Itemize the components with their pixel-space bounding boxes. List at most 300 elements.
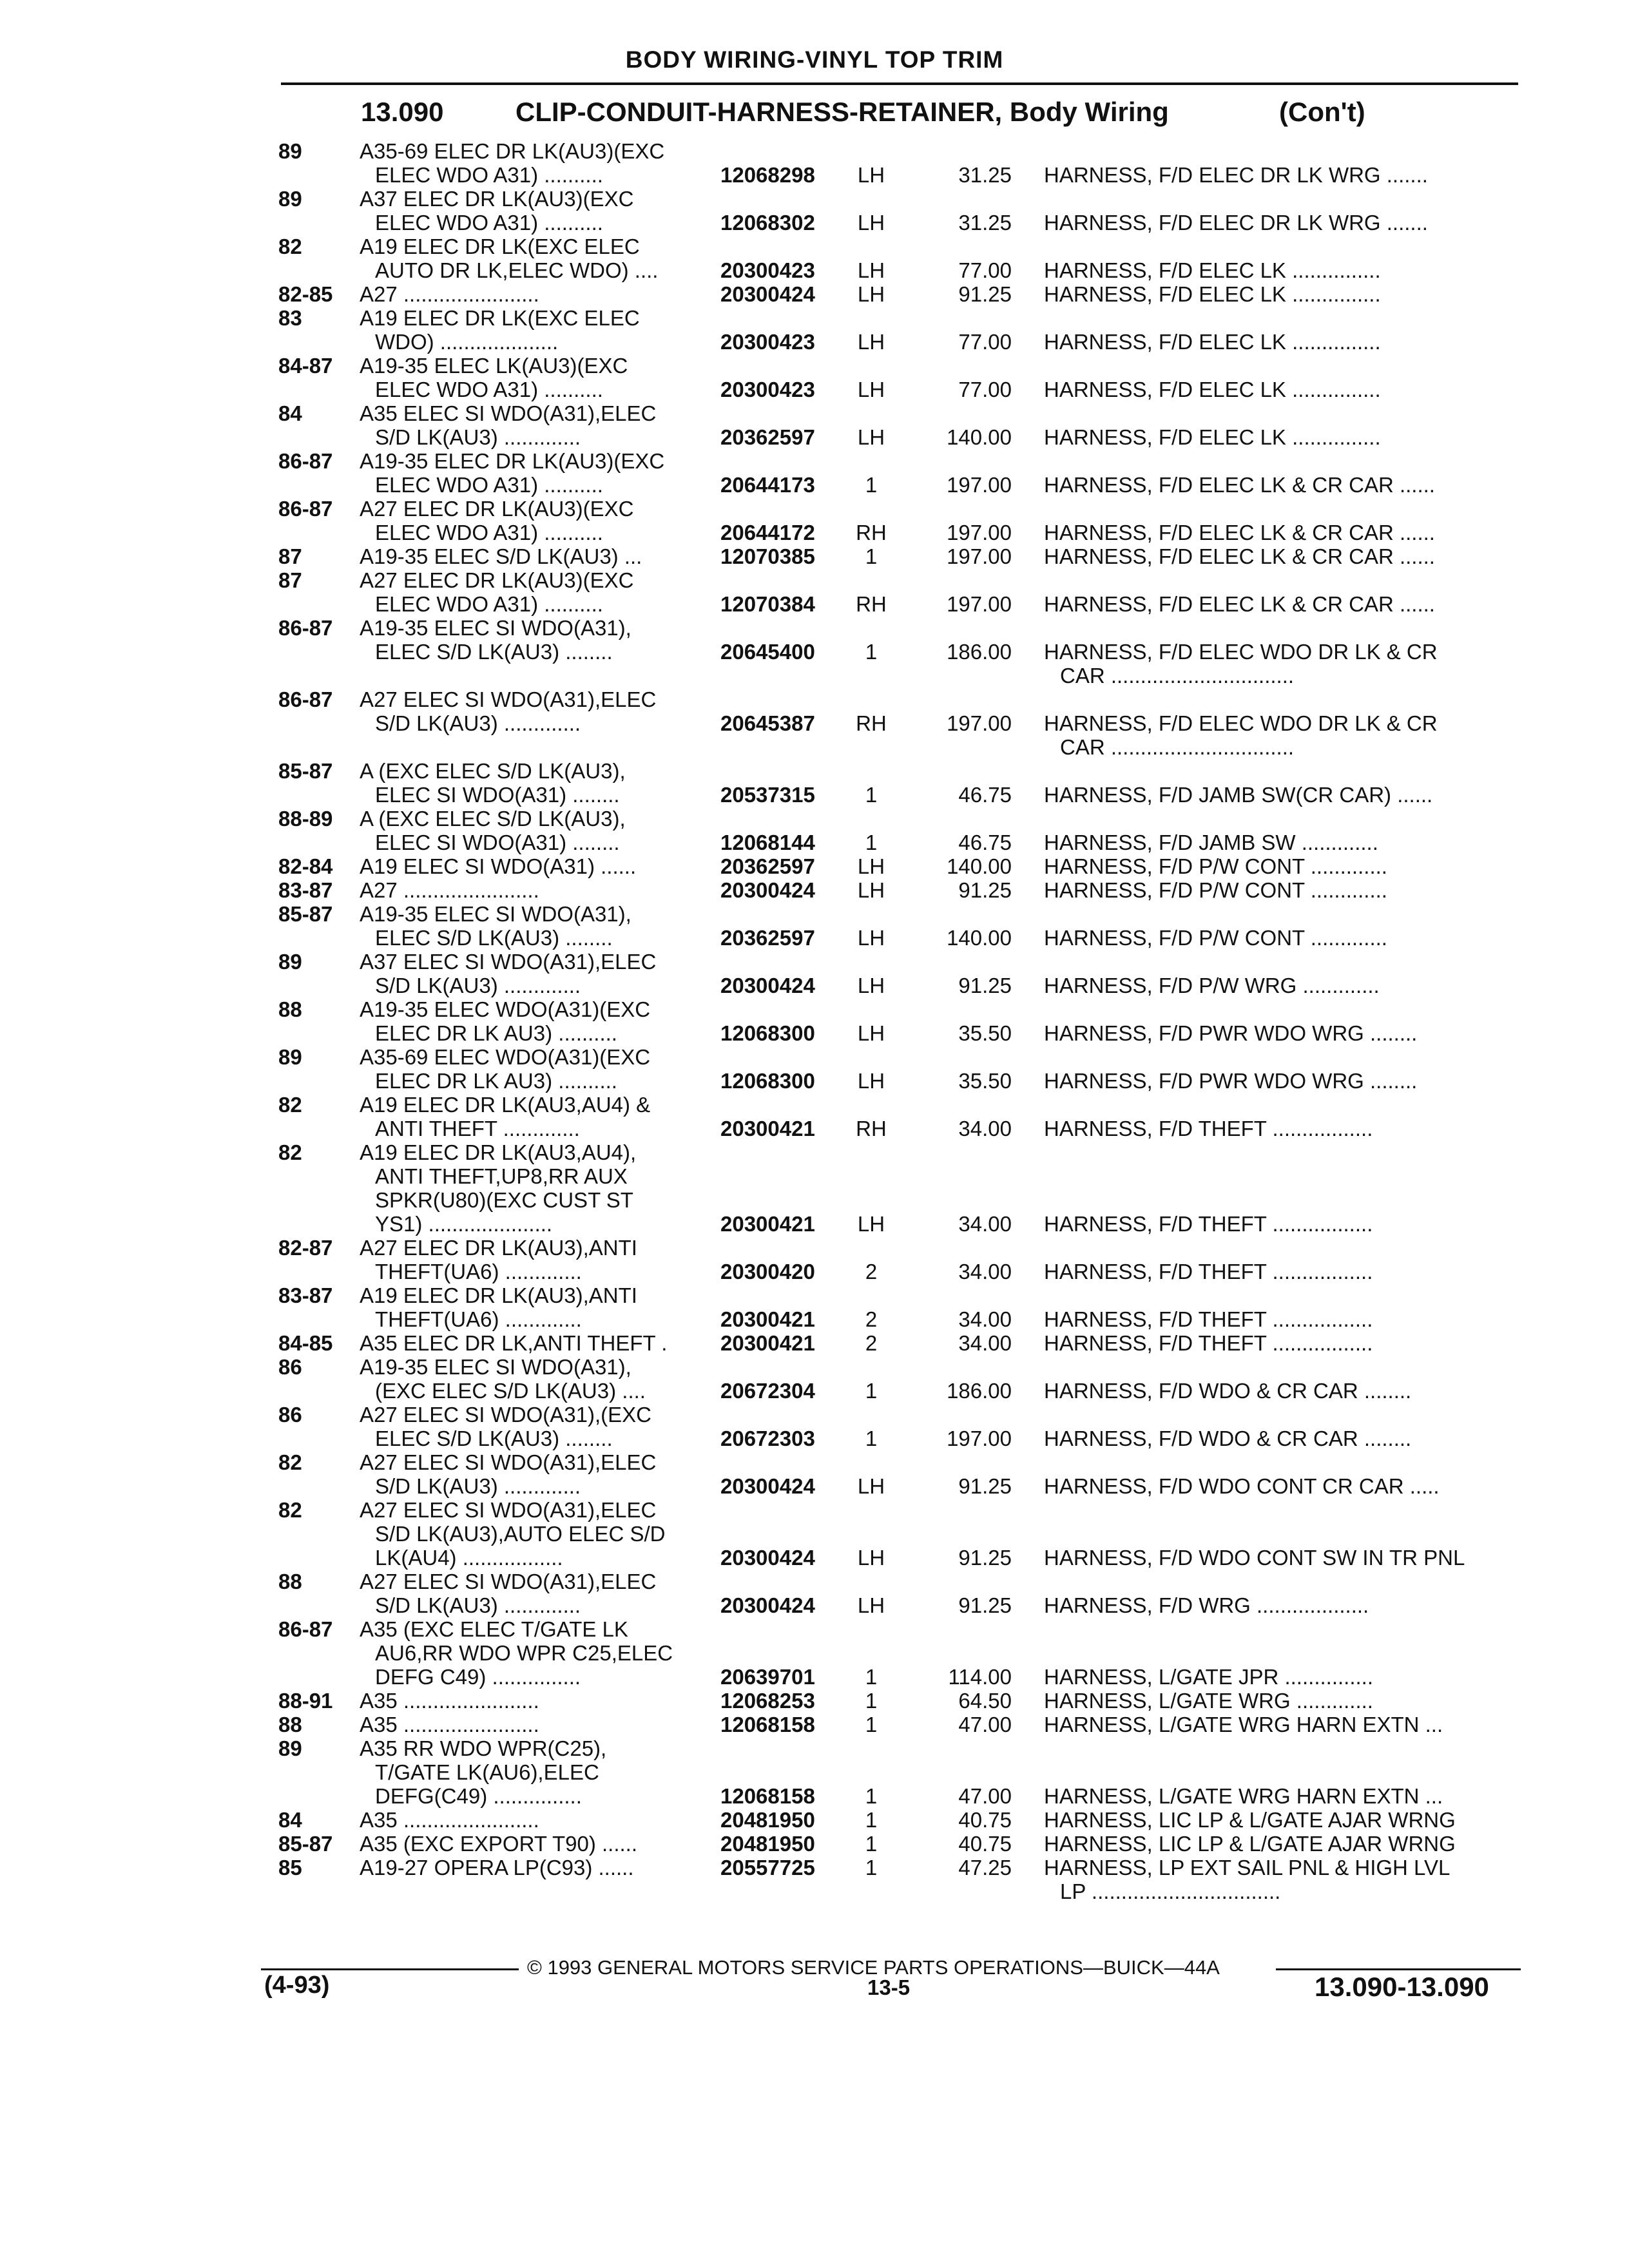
parts-entry — [0, 1498, 1629, 1570]
entry-part-number: 20300420 — [720, 1260, 815, 1283]
entry-part-number: 20300424 — [720, 878, 815, 902]
entry-line — [0, 1736, 1629, 1760]
entry-line — [0, 568, 1629, 592]
entry-line — [0, 163, 1629, 187]
entry-part-number: 20300421 — [720, 1331, 815, 1355]
entry-year: 82-84 — [278, 854, 333, 878]
entry-quantity: 1 — [865, 1689, 878, 1713]
entry-quantity: LH — [857, 425, 885, 449]
entry-line — [0, 425, 1629, 449]
entry-quantity: LH — [857, 1212, 885, 1236]
entry-part-number: 20537315 — [720, 783, 815, 807]
entry-price: 186.00 — [947, 640, 1012, 664]
entry-part-number: 12068298 — [720, 163, 815, 187]
entry-part-name: HARNESS, F/D ELEC LK ............... — [1044, 330, 1381, 354]
entry-price: 140.00 — [947, 425, 1012, 449]
page-title: BODY WIRING-VINYL TOP TRIM — [625, 46, 1004, 73]
entry-line — [0, 1570, 1629, 1593]
entry-line — [0, 330, 1629, 354]
entry-line — [0, 974, 1629, 997]
entry-year: 84 — [278, 1808, 302, 1832]
entry-line — [0, 1808, 1629, 1832]
entry-year: 82-87 — [278, 1236, 333, 1260]
entry-description: S/D LK(AU3) ............. — [375, 974, 581, 997]
parts-entry — [0, 497, 1629, 544]
entry-year: 88 — [278, 1570, 302, 1593]
entry-description: ELEC WDO A31) .......... — [375, 521, 603, 544]
footer-section-range: 13.090-13.090 — [1315, 1972, 1489, 2002]
entry-line — [0, 997, 1629, 1021]
entry-description: A35 ....................... — [360, 1689, 539, 1713]
entry-description: A35 ELEC SI WDO(A31),ELEC — [360, 401, 657, 425]
entry-description: A27 ELEC SI WDO(A31),(EXC — [360, 1403, 651, 1427]
entry-description: A35-69 ELEC DR LK(AU3)(EXC — [360, 139, 665, 163]
entry-part-name: CAR ............................... — [1060, 664, 1295, 687]
entry-line — [0, 735, 1629, 759]
entry-part-number: 20362597 — [720, 854, 815, 878]
entry-part-number: 20645400 — [720, 640, 815, 664]
entry-part-number: 20300424 — [720, 1593, 815, 1617]
entry-description: A27 ELEC SI WDO(A31),ELEC — [360, 687, 657, 711]
entry-quantity: LH — [857, 330, 885, 354]
entry-price: 34.00 — [958, 1212, 1012, 1236]
entry-line — [0, 1188, 1629, 1212]
entry-line — [0, 1045, 1629, 1069]
entry-part-number: 12068158 — [720, 1713, 815, 1736]
entry-line — [0, 1450, 1629, 1474]
entry-description: A19-35 ELEC WDO(A31)(EXC — [360, 997, 651, 1021]
entry-year: 82-85 — [278, 282, 333, 306]
entry-description: ELEC S/D LK(AU3) ........ — [375, 926, 613, 950]
entry-quantity: LH — [857, 282, 885, 306]
entry-description: A19-35 ELEC LK(AU3)(EXC — [360, 354, 628, 378]
entry-part-number: 20362597 — [720, 926, 815, 950]
entry-price: 31.25 — [958, 163, 1012, 187]
entry-price: 77.00 — [958, 330, 1012, 354]
entry-price: 35.50 — [958, 1021, 1012, 1045]
entry-part-name: HARNESS, LIC LP & L/GATE AJAR WRNG — [1044, 1808, 1456, 1832]
entry-year: 84-85 — [278, 1331, 333, 1355]
entry-description: ELEC WDO A31) .......... — [375, 378, 603, 401]
entry-quantity: 1 — [865, 1713, 878, 1736]
entry-quantity: LH — [857, 1546, 885, 1570]
entry-part-name: HARNESS, F/D P/W CONT ............. — [1044, 926, 1387, 950]
entry-part-name: HARNESS, F/D ELEC LK & CR CAR ...... — [1044, 473, 1435, 497]
entry-price: 197.00 — [947, 544, 1012, 568]
entry-quantity: 1 — [865, 544, 878, 568]
entry-part-name: HARNESS, LP EXT SAIL PNL & HIGH LVL — [1044, 1856, 1451, 1879]
parts-entry — [0, 1713, 1629, 1736]
entry-line — [0, 1832, 1629, 1856]
entry-line — [0, 1117, 1629, 1140]
entry-description: A19 ELEC DR LK(AU3,AU4), — [360, 1140, 637, 1164]
entry-part-name: HARNESS, F/D THEFT ................. — [1044, 1331, 1373, 1355]
entry-line — [0, 306, 1629, 330]
entry-line — [0, 1522, 1629, 1546]
entry-line — [0, 544, 1629, 568]
entry-part-name: HARNESS, F/D ELEC LK ............... — [1044, 425, 1381, 449]
entry-line — [0, 640, 1629, 664]
entry-line — [0, 1307, 1629, 1331]
entry-description: S/D LK(AU3),AUTO ELEC S/D — [375, 1522, 666, 1546]
entry-part-number: 12068300 — [720, 1021, 815, 1045]
entry-part-number: 12070385 — [720, 544, 815, 568]
entry-part-number: 12070384 — [720, 592, 815, 616]
entry-description: THEFT(UA6) ............. — [375, 1260, 582, 1283]
entry-line — [0, 664, 1629, 687]
entry-line — [0, 1713, 1629, 1736]
entry-line — [0, 1546, 1629, 1570]
entry-description: A19 ELEC DR LK(AU3),ANTI — [360, 1283, 637, 1307]
entry-part-number: 20557725 — [720, 1856, 815, 1879]
entry-part-name: HARNESS, F/D ELEC WDO DR LK & CR — [1044, 711, 1438, 735]
parts-entry — [0, 187, 1629, 235]
entry-line — [0, 235, 1629, 258]
entry-description: DEFG C49) ............... — [375, 1665, 581, 1689]
entry-line — [0, 1784, 1629, 1808]
entry-part-name: HARNESS, F/D WDO CONT CR CAR ..... — [1044, 1474, 1440, 1498]
entry-year: 88-91 — [278, 1689, 333, 1713]
parts-entry — [0, 306, 1629, 354]
entry-price: 47.00 — [958, 1784, 1012, 1808]
entry-line — [0, 1641, 1629, 1665]
entry-part-name: HARNESS, F/D ELEC LK & CR CAR ...... — [1044, 544, 1435, 568]
entry-quantity: 1 — [865, 1379, 878, 1403]
entry-price: 197.00 — [947, 473, 1012, 497]
entry-description: ELEC WDO A31) .......... — [375, 473, 603, 497]
entry-description: ELEC WDO A31) .......... — [375, 211, 603, 235]
entry-part-name: CAR ............................... — [1060, 735, 1295, 759]
entry-description: A27 ELEC DR LK(AU3)(EXC — [360, 497, 634, 521]
entry-price: 35.50 — [958, 1069, 1012, 1093]
parts-entry — [0, 1808, 1629, 1832]
parts-entry — [0, 139, 1629, 187]
entry-part-name: HARNESS, F/D ELEC LK & CR CAR ...... — [1044, 592, 1435, 616]
entry-price: 197.00 — [947, 521, 1012, 544]
entry-part-name: HARNESS, F/D ELEC LK ............... — [1044, 378, 1381, 401]
entry-quantity: LH — [857, 258, 885, 282]
entry-line — [0, 354, 1629, 378]
entry-price: 31.25 — [958, 211, 1012, 235]
section-continued: (Con't) — [1279, 97, 1365, 127]
entry-description: A (EXC ELEC S/D LK(AU3), — [360, 807, 626, 831]
entry-line — [0, 902, 1629, 926]
entry-year: 82 — [278, 1498, 302, 1522]
entry-description: A35 (EXC ELEC T/GATE LK — [360, 1617, 628, 1641]
entry-year: 89 — [278, 1736, 302, 1760]
entry-year: 86 — [278, 1403, 302, 1427]
entry-description: A37 ELEC DR LK(AU3)(EXC — [360, 187, 634, 211]
entry-line — [0, 592, 1629, 616]
entry-year: 83-87 — [278, 878, 333, 902]
parts-entry — [0, 1450, 1629, 1498]
entry-price: 91.25 — [958, 1546, 1012, 1570]
parts-entry — [0, 1331, 1629, 1355]
entry-part-number: 20300424 — [720, 1474, 815, 1498]
entry-price: 197.00 — [947, 711, 1012, 735]
entry-quantity: LH — [857, 1069, 885, 1093]
entry-description: AUTO DR LK,ELEC WDO) .... — [375, 258, 659, 282]
entry-quantity: 1 — [865, 783, 878, 807]
entry-part-number: 20300423 — [720, 258, 815, 282]
entry-description: S/D LK(AU3) ............. — [375, 1593, 581, 1617]
entry-line — [0, 831, 1629, 854]
entry-description: A27 ELEC DR LK(AU3),ANTI — [360, 1236, 637, 1260]
entry-part-number: 20481950 — [720, 1832, 815, 1856]
entry-quantity: LH — [857, 1021, 885, 1045]
header-rule — [281, 82, 1518, 85]
entry-line — [0, 807, 1629, 831]
entry-description: A27 ELEC SI WDO(A31),ELEC — [360, 1450, 657, 1474]
entry-year: 83 — [278, 306, 302, 330]
entry-price: 140.00 — [947, 854, 1012, 878]
entry-line — [0, 1665, 1629, 1689]
entry-part-number: 20639701 — [720, 1665, 815, 1689]
entry-line — [0, 1856, 1629, 1879]
entry-part-number: 20300423 — [720, 378, 815, 401]
entry-part-name: HARNESS, F/D JAMB SW(CR CAR) ...... — [1044, 783, 1433, 807]
entry-line — [0, 759, 1629, 783]
entry-part-number: 20300421 — [720, 1212, 815, 1236]
footer-revision: (4-93) — [264, 1972, 330, 1999]
entry-price: 91.25 — [958, 974, 1012, 997]
entry-year: 86 — [278, 1355, 302, 1379]
entry-description: A19-27 OPERA LP(C93) ...... — [360, 1856, 634, 1879]
entry-description: A19 ELEC DR LK(AU3,AU4) & — [360, 1093, 651, 1117]
entry-quantity: LH — [857, 926, 885, 950]
entry-year: 88-89 — [278, 807, 333, 831]
entry-quantity: LH — [857, 1593, 885, 1617]
entry-part-number: 20300421 — [720, 1307, 815, 1331]
entry-description: THEFT(UA6) ............. — [375, 1307, 582, 1331]
entry-line — [0, 1593, 1629, 1617]
entry-year: 82 — [278, 1140, 302, 1164]
entry-year: 86-87 — [278, 497, 333, 521]
entry-year: 88 — [278, 1713, 302, 1736]
parts-entry — [0, 950, 1629, 997]
entry-year: 83-87 — [278, 1283, 333, 1307]
entry-quantity: 1 — [865, 1832, 878, 1856]
footer-rule-right — [1276, 1968, 1521, 1970]
entry-year: 82 — [278, 1450, 302, 1474]
entry-quantity: 2 — [865, 1307, 878, 1331]
entry-description: ELEC SI WDO(A31) ........ — [375, 831, 620, 854]
entry-price: 140.00 — [947, 926, 1012, 950]
entry-line — [0, 1021, 1629, 1045]
entry-part-name: HARNESS, L/GATE JPR ............... — [1044, 1665, 1374, 1689]
entry-part-number: 20300424 — [720, 282, 815, 306]
parts-entry — [0, 235, 1629, 282]
entry-description: A27 ....................... — [360, 878, 539, 902]
entry-price: 91.25 — [958, 878, 1012, 902]
entry-part-number: 20672304 — [720, 1379, 815, 1403]
parts-entry — [0, 1617, 1629, 1689]
entry-part-name: HARNESS, F/D ELEC LK ............... — [1044, 258, 1381, 282]
footer-rule-left — [261, 1968, 519, 1970]
entry-description: S/D LK(AU3) ............. — [375, 1474, 581, 1498]
parts-entry — [0, 1355, 1629, 1403]
entry-description: ANTI THEFT ............. — [375, 1117, 580, 1140]
parts-entry — [0, 354, 1629, 401]
entry-quantity: LH — [857, 974, 885, 997]
entry-part-name: HARNESS, F/D THEFT ................. — [1044, 1117, 1373, 1140]
entry-quantity: LH — [857, 1474, 885, 1498]
parts-entry — [0, 568, 1629, 616]
entry-part-name: HARNESS, L/GATE WRG HARN EXTN ... — [1044, 1784, 1443, 1808]
entry-line — [0, 139, 1629, 163]
entry-line — [0, 1498, 1629, 1522]
parts-entry — [0, 759, 1629, 807]
parts-entry — [0, 1832, 1629, 1856]
entry-part-number: 12068253 — [720, 1689, 815, 1713]
entry-price: 40.75 — [958, 1832, 1012, 1856]
entry-part-number: 12068158 — [720, 1784, 815, 1808]
entry-price: 91.25 — [958, 282, 1012, 306]
entry-part-number: 12068302 — [720, 211, 815, 235]
entry-line — [0, 1331, 1629, 1355]
entry-price: 114.00 — [948, 1665, 1012, 1689]
entry-description: ELEC WDO A31) .......... — [375, 163, 603, 187]
entry-part-name: HARNESS, F/D ELEC LK ............... — [1044, 282, 1381, 306]
entry-price: 47.25 — [958, 1856, 1012, 1879]
entry-quantity: 1 — [865, 1784, 878, 1808]
entry-description: DEFG(C49) ............... — [375, 1784, 582, 1808]
entry-year: 84 — [278, 401, 302, 425]
entry-line — [0, 1260, 1629, 1283]
entry-part-name: HARNESS, F/D P/W CONT ............. — [1044, 878, 1387, 902]
entry-description: A19 ELEC DR LK(EXC ELEC — [360, 306, 640, 330]
entry-description: A27 ELEC DR LK(AU3)(EXC — [360, 568, 634, 592]
entry-part-name: HARNESS, F/D PWR WDO WRG ........ — [1044, 1021, 1418, 1045]
entry-line — [0, 926, 1629, 950]
entry-description: ELEC SI WDO(A31) ........ — [375, 783, 620, 807]
entry-line — [0, 1069, 1629, 1093]
entry-line — [0, 1140, 1629, 1164]
entry-line — [0, 497, 1629, 521]
entry-line — [0, 258, 1629, 282]
entry-line — [0, 1403, 1629, 1427]
entry-part-name: HARNESS, F/D ELEC DR LK WRG ....... — [1044, 163, 1428, 187]
entry-part-number: 20300423 — [720, 330, 815, 354]
entry-part-name: HARNESS, F/D P/W WRG ............. — [1044, 974, 1380, 997]
parts-list — [0, 139, 1629, 1903]
entry-part-number: 12068300 — [720, 1069, 815, 1093]
parts-entry — [0, 1045, 1629, 1093]
entry-quantity: 1 — [865, 640, 878, 664]
entry-price: 77.00 — [958, 378, 1012, 401]
parts-entry — [0, 1856, 1629, 1903]
entry-description: A27 ELEC SI WDO(A31),ELEC — [360, 1570, 657, 1593]
parts-entry — [0, 878, 1629, 902]
entry-description: ELEC DR LK AU3) .......... — [375, 1069, 617, 1093]
entry-line — [0, 1879, 1629, 1903]
section-number: 13.090 — [361, 97, 444, 127]
entry-line — [0, 616, 1629, 640]
parts-entry — [0, 1093, 1629, 1140]
entry-description: YS1) ..................... — [375, 1212, 553, 1236]
entry-quantity: 1 — [865, 1427, 878, 1450]
entry-part-name: HARNESS, F/D P/W CONT ............. — [1044, 854, 1387, 878]
entry-year: 89 — [278, 950, 302, 974]
entry-line — [0, 211, 1629, 235]
entry-line — [0, 950, 1629, 974]
parts-entry — [0, 1236, 1629, 1283]
entry-line — [0, 1379, 1629, 1403]
entry-price: 197.00 — [947, 592, 1012, 616]
entry-price: 34.00 — [958, 1307, 1012, 1331]
entry-quantity: 1 — [865, 831, 878, 854]
entry-part-number: 20300421 — [720, 1117, 815, 1140]
section-name: CLIP-CONDUIT-HARNESS-RETAINER, Body Wiring — [516, 97, 1169, 127]
entry-line — [0, 187, 1629, 211]
entry-description: ELEC DR LK AU3) .......... — [375, 1021, 617, 1045]
parts-entry — [0, 449, 1629, 497]
entry-description: S/D LK(AU3) ............. — [375, 425, 581, 449]
entry-description: ELEC WDO A31) .......... — [375, 592, 603, 616]
entry-description: A19-35 ELEC DR LK(AU3)(EXC — [360, 449, 665, 473]
parts-entry — [0, 1570, 1629, 1617]
entry-description: A35-69 ELEC WDO(A31)(EXC — [360, 1045, 651, 1069]
parts-entry — [0, 282, 1629, 306]
entry-line — [0, 1427, 1629, 1450]
entry-price: 46.75 — [958, 831, 1012, 854]
entry-line — [0, 1164, 1629, 1188]
entry-line — [0, 521, 1629, 544]
entry-part-name: HARNESS, F/D WDO & CR CAR ........ — [1044, 1379, 1412, 1403]
entry-part-number: 12068144 — [720, 831, 815, 854]
entry-year: 85-87 — [278, 902, 333, 926]
entry-year: 84-87 — [278, 354, 333, 378]
entry-part-name: HARNESS, F/D THEFT ................. — [1044, 1212, 1373, 1236]
entry-quantity: 1 — [865, 1665, 878, 1689]
entry-description: S/D LK(AU3) ............. — [375, 711, 581, 735]
entry-quantity: LH — [857, 878, 885, 902]
entry-line — [0, 449, 1629, 473]
entry-description: ELEC S/D LK(AU3) ........ — [375, 1427, 613, 1450]
entry-quantity: 1 — [865, 1808, 878, 1832]
entry-line — [0, 1236, 1629, 1260]
entry-part-name: HARNESS, F/D THEFT ................. — [1044, 1260, 1373, 1283]
entry-part-name: HARNESS, F/D WDO CONT SW IN TR PNL — [1044, 1546, 1465, 1570]
entry-part-name: HARNESS, F/D JAMB SW ............. — [1044, 831, 1378, 854]
entry-part-name: HARNESS, L/GATE WRG ............. — [1044, 1689, 1373, 1713]
entry-line — [0, 1617, 1629, 1641]
entry-description: A35 ELEC DR LK,ANTI THEFT . — [360, 1331, 668, 1355]
entry-line — [0, 1283, 1629, 1307]
entry-quantity: RH — [856, 592, 887, 616]
entry-line — [0, 378, 1629, 401]
entry-price: 197.00 — [947, 1427, 1012, 1450]
entry-quantity: LH — [857, 854, 885, 878]
entry-line — [0, 1212, 1629, 1236]
entry-part-number: 20672303 — [720, 1427, 815, 1450]
entry-part-number: 20644172 — [720, 521, 815, 544]
entry-year: 89 — [278, 139, 302, 163]
entry-line — [0, 854, 1629, 878]
parts-entry — [0, 854, 1629, 878]
entry-year: 88 — [278, 997, 302, 1021]
footer-copyright: © 1993 GENERAL MOTORS SERVICE PARTS OPERATIONS—BUICK—44A — [527, 1956, 1220, 1979]
entry-part-number: 20645387 — [720, 711, 815, 735]
entry-price: 34.00 — [958, 1331, 1012, 1355]
parts-entry — [0, 1689, 1629, 1713]
entry-price: 34.00 — [958, 1117, 1012, 1140]
entry-line — [0, 687, 1629, 711]
entry-price: 186.00 — [947, 1379, 1012, 1403]
entry-part-number: 20300424 — [720, 974, 815, 997]
parts-entry — [0, 1403, 1629, 1450]
entry-description: A35 ....................... — [360, 1713, 539, 1736]
